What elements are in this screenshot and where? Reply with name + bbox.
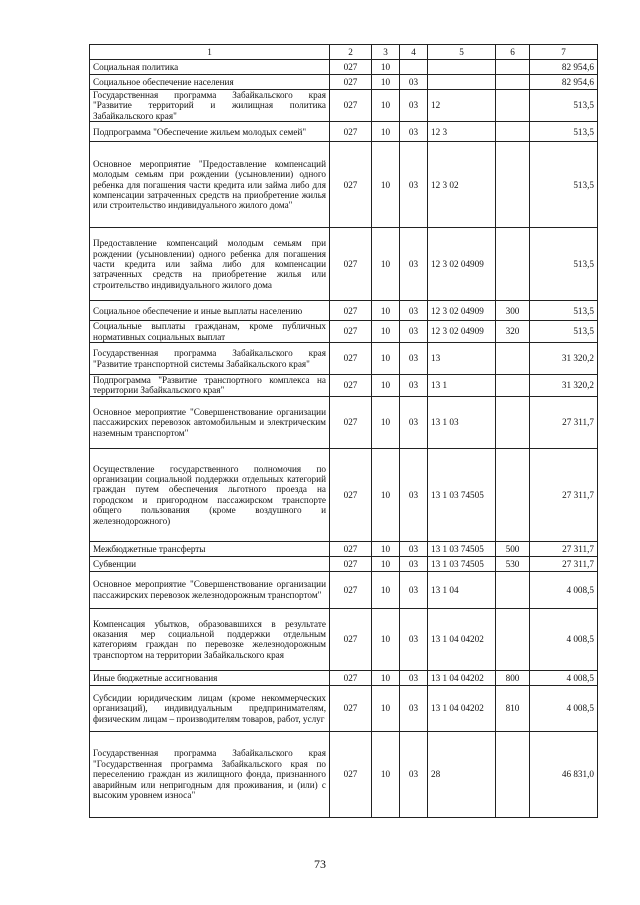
row-code-cell: 027 — [330, 343, 372, 375]
row-name-cell: Компенсация убытков, образовавшихся в результате оказания мер социальной поддержки отдельным категориям граждан по перевозке железнодорожным транспортом на территории Забайкальского края — [90, 608, 330, 670]
row-code-cell: 027 — [330, 122, 372, 142]
row-expense-type-cell: 810 — [496, 685, 530, 731]
row-name-cell: Межбюджетные трансферты — [90, 541, 330, 556]
row-expense-type-cell: 800 — [496, 670, 530, 685]
table-row — [90, 608, 598, 670]
row-amount-cell: 513,5 — [530, 301, 598, 321]
row-subsection-cell: 03 — [400, 75, 428, 90]
row-amount-cell: 513,5 — [530, 142, 598, 228]
row-name-cell: Основное мероприятие "Совершенствование организации пассажирских перевозок железнодорожным транспортом" — [90, 571, 330, 608]
row-subsection-cell: 03 — [400, 541, 428, 556]
row-name-cell: Осуществление государственного полномочия по организации социальной поддержки отдельных категорий граждан путем обеспечения льготного проезда на городском и пригородном пассажирском транспорте общего пользования (кроме воздушного и железнодорожного) — [90, 448, 330, 541]
header-cell: 6 — [496, 45, 530, 60]
row-target-article-cell: 12 3 — [428, 122, 496, 142]
table-row — [90, 301, 598, 321]
row-name-cell: Подпрограмма "Обеспечение жильем молодых семей" — [90, 122, 330, 142]
row-target-article-cell — [428, 60, 496, 75]
row-target-article-cell: 13 1 03 74505 — [428, 448, 496, 541]
row-name-cell: Предоставление компенсаций молодым семьям при рождении (усыновлении) одного ребенка для погашения части кредита или займа либо для компенсации затраченных средств на приобретение жилья или строительство индивидуального жилого дома — [90, 228, 330, 301]
row-section-cell: 10 — [372, 90, 400, 122]
row-target-article-cell — [428, 75, 496, 90]
table-row — [90, 670, 598, 685]
row-subsection-cell: 03 — [400, 343, 428, 375]
row-code-cell: 027 — [330, 90, 372, 122]
header-cell: 7 — [530, 45, 598, 60]
row-amount-cell: 4 008,5 — [530, 685, 598, 731]
row-section-cell: 10 — [372, 571, 400, 608]
table-row — [90, 448, 598, 541]
row-code-cell: 027 — [330, 301, 372, 321]
row-section-cell: 10 — [372, 541, 400, 556]
row-section-cell: 10 — [372, 142, 400, 228]
row-amount-cell: 46 831,0 — [530, 731, 598, 817]
row-code-cell: 027 — [330, 75, 372, 90]
row-amount-cell: 513,5 — [530, 228, 598, 301]
row-expense-type-cell — [496, 75, 530, 90]
table-row — [90, 396, 598, 448]
row-amount-cell: 4 008,5 — [530, 571, 598, 608]
row-subsection-cell: 03 — [400, 685, 428, 731]
row-target-article-cell: 13 1 — [428, 375, 496, 397]
page-number: 73 — [314, 857, 326, 871]
row-target-article-cell: 13 — [428, 343, 496, 375]
row-name-cell: Государственная программа Забайкальского края "Государственная программа Забайкальского края по переселению граждан из жилищного фонда, признанного аварийным или непригодным для проживания, и (или) с высоким уровнем износа" — [90, 731, 330, 817]
row-subsection-cell: 03 — [400, 142, 428, 228]
header-cell: 5 — [428, 45, 496, 60]
row-section-cell: 10 — [372, 670, 400, 685]
row-expense-type-cell: 500 — [496, 541, 530, 556]
row-name-cell: Иные бюджетные ассигнования — [90, 670, 330, 685]
row-target-article-cell: 12 3 02 04909 — [428, 228, 496, 301]
row-amount-cell: 82 954,6 — [530, 75, 598, 90]
row-expense-type-cell: 300 — [496, 301, 530, 321]
row-code-cell: 027 — [330, 685, 372, 731]
table-row — [90, 321, 598, 343]
row-target-article-cell: 13 1 04 — [428, 571, 496, 608]
row-subsection-cell: 03 — [400, 122, 428, 142]
row-expense-type-cell — [496, 90, 530, 122]
row-subsection-cell: 03 — [400, 556, 428, 571]
row-code-cell: 027 — [330, 228, 372, 301]
row-expense-type-cell — [496, 448, 530, 541]
row-name-cell: Субсидии юридическим лицам (кроме некоммерческих организаций), индивидуальным предпринимателям, физическим лицам – производителям товаров, работ, услуг — [90, 685, 330, 731]
row-code-cell: 027 — [330, 60, 372, 75]
row-amount-cell: 513,5 — [530, 122, 598, 142]
row-expense-type-cell — [496, 375, 530, 397]
row-code-cell: 027 — [330, 556, 372, 571]
table-row — [90, 731, 598, 817]
table-row — [90, 75, 598, 90]
row-expense-type-cell: 530 — [496, 556, 530, 571]
row-target-article-cell: 12 3 02 04909 — [428, 321, 496, 343]
row-name-cell: Социальное обеспечение и иные выплаты населению — [90, 301, 330, 321]
row-amount-cell: 27 311,7 — [530, 396, 598, 448]
row-amount-cell: 513,5 — [530, 321, 598, 343]
row-subsection-cell: 03 — [400, 571, 428, 608]
row-subsection-cell: 03 — [400, 90, 428, 122]
row-section-cell: 10 — [372, 321, 400, 343]
row-name-cell: Социальное обеспечение населения — [90, 75, 330, 90]
row-amount-cell: 4 008,5 — [530, 670, 598, 685]
row-amount-cell: 82 954,6 — [530, 60, 598, 75]
row-expense-type-cell — [496, 142, 530, 228]
row-amount-cell: 27 311,7 — [530, 541, 598, 556]
table-row — [90, 343, 598, 375]
row-name-cell: Государственная программа Забайкальского края "Развитие транспортной системы Забайкальского края" — [90, 343, 330, 375]
row-target-article-cell: 13 1 04 04202 — [428, 670, 496, 685]
row-target-article-cell: 13 1 03 74505 — [428, 556, 496, 571]
row-section-cell: 10 — [372, 556, 400, 571]
row-expense-type-cell — [496, 122, 530, 142]
row-target-article-cell: 28 — [428, 731, 496, 817]
row-code-cell: 027 — [330, 375, 372, 397]
table-row — [90, 375, 598, 397]
row-name-cell: Государственная программа Забайкальского края "Развитие территорий и жилищная политика Забайкальского края" — [90, 90, 330, 122]
row-code-cell: 027 — [330, 571, 372, 608]
row-amount-cell: 31 320,2 — [530, 343, 598, 375]
row-expense-type-cell — [496, 731, 530, 817]
row-expense-type-cell — [496, 571, 530, 608]
table-row — [90, 122, 598, 142]
table-row — [90, 685, 598, 731]
row-expense-type-cell — [496, 343, 530, 375]
row-section-cell: 10 — [372, 685, 400, 731]
row-subsection-cell: 03 — [400, 608, 428, 670]
row-subsection-cell: 03 — [400, 670, 428, 685]
row-subsection-cell: 03 — [400, 301, 428, 321]
row-target-article-cell: 13 1 04 04202 — [428, 608, 496, 670]
row-section-cell: 10 — [372, 343, 400, 375]
row-section-cell: 10 — [372, 375, 400, 397]
table-row — [90, 571, 598, 608]
row-section-cell: 10 — [372, 448, 400, 541]
row-code-cell: 027 — [330, 731, 372, 817]
row-target-article-cell: 12 — [428, 90, 496, 122]
row-name-cell: Социальная политика — [90, 60, 330, 75]
row-code-cell: 027 — [330, 142, 372, 228]
row-code-cell: 027 — [330, 670, 372, 685]
row-code-cell: 027 — [330, 541, 372, 556]
row-subsection-cell: 03 — [400, 448, 428, 541]
row-amount-cell: 27 311,7 — [530, 448, 598, 541]
row-expense-type-cell — [496, 608, 530, 670]
row-code-cell: 027 — [330, 448, 372, 541]
row-expense-type-cell — [496, 60, 530, 75]
row-code-cell: 027 — [330, 321, 372, 343]
row-section-cell: 10 — [372, 731, 400, 817]
table-row — [90, 60, 598, 75]
row-name-cell: Основное мероприятие "Предоставление компенсаций молодым семьям при рождении (усыновлении) одного ребенка для погашения части кредита или займа либо для компенсации затраченных средств на приобретение жилья или строительство индивидуального жилого дома" — [90, 142, 330, 228]
table-row — [90, 541, 598, 556]
table-row — [90, 142, 598, 228]
table-row — [90, 90, 598, 122]
row-expense-type-cell: 320 — [496, 321, 530, 343]
row-section-cell: 10 — [372, 301, 400, 321]
row-amount-cell: 4 008,5 — [530, 608, 598, 670]
row-name-cell: Субвенции — [90, 556, 330, 571]
row-amount-cell: 513,5 — [530, 90, 598, 122]
row-subsection-cell: 03 — [400, 396, 428, 448]
row-section-cell: 10 — [372, 60, 400, 75]
row-expense-type-cell — [496, 396, 530, 448]
row-subsection-cell: 03 — [400, 375, 428, 397]
header-cell: 2 — [330, 45, 372, 60]
row-target-article-cell: 13 1 04 04202 — [428, 685, 496, 731]
row-target-article-cell: 13 1 03 — [428, 396, 496, 448]
row-code-cell: 027 — [330, 396, 372, 448]
row-section-cell: 10 — [372, 396, 400, 448]
row-name-cell: Социальные выплаты гражданам, кроме публичных нормативных социальных выплат — [90, 321, 330, 343]
table-row — [90, 556, 598, 571]
row-section-cell: 10 — [372, 75, 400, 90]
header-cell: 3 — [372, 45, 400, 60]
row-name-cell: Подпрограмма "Развитие транспортного комплекса на территории Забайкальского края" — [90, 375, 330, 397]
table-row — [90, 228, 598, 301]
row-amount-cell: 27 311,7 — [530, 556, 598, 571]
row-section-cell: 10 — [372, 608, 400, 670]
budget-table — [89, 44, 598, 818]
header-cell: 4 — [400, 45, 428, 60]
row-section-cell: 10 — [372, 122, 400, 142]
row-amount-cell: 31 320,2 — [530, 375, 598, 397]
row-code-cell: 027 — [330, 608, 372, 670]
table-body — [90, 45, 598, 818]
row-target-article-cell: 12 3 02 — [428, 142, 496, 228]
row-target-article-cell: 12 3 02 04909 — [428, 301, 496, 321]
row-expense-type-cell — [496, 228, 530, 301]
row-section-cell: 10 — [372, 228, 400, 301]
table-header-row — [90, 45, 598, 60]
row-subsection-cell: 03 — [400, 228, 428, 301]
row-subsection-cell: 03 — [400, 731, 428, 817]
row-subsection-cell: 03 — [400, 321, 428, 343]
header-cell: 1 — [90, 45, 330, 60]
row-target-article-cell: 13 1 03 74505 — [428, 541, 496, 556]
row-name-cell: Основное мероприятие "Совершенствование организации пассажирских перевозок автомобильным и электрическим наземным транспортом" — [90, 396, 330, 448]
row-subsection-cell — [400, 60, 428, 75]
